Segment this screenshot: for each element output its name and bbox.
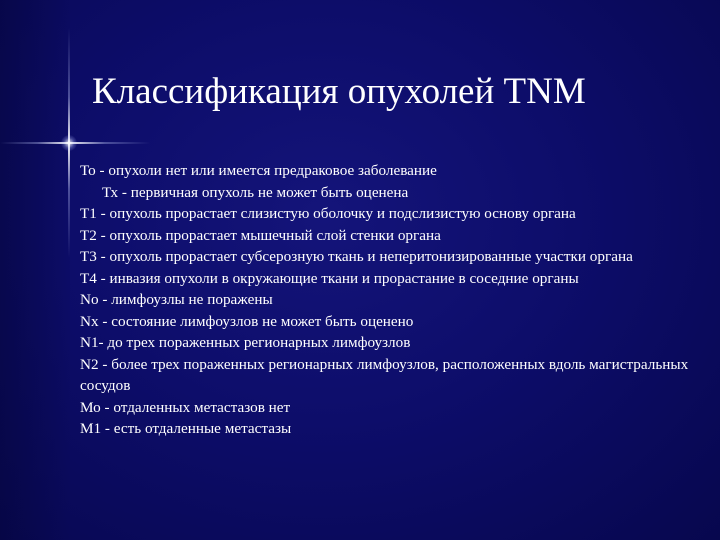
list-item-n0: Nо - лимфоузлы не поражены — [80, 291, 273, 308]
list-item-t2: Т2 - опухоль прорастает мышечный слой стенки органа — [80, 226, 441, 244]
sparkle-star-icon — [61, 135, 77, 151]
list-item-nx: Nх - состояние лимфоузлов не может быть оценено — [80, 312, 414, 330]
list-item-t1: Т1 - опухоль прорастает слизистую оболочку и подслизистую основу органа — [80, 205, 576, 222]
tnm-classification-list — [80, 160, 705, 440]
list-item-t3: Т3 - опухоль прорастает субсерозную ткань и неперитонизированные участки органа — [80, 248, 633, 265]
list-item-t0: То - опухоли нет или имеется предраковое заболевание — [80, 162, 437, 179]
list-item-n2: N2 - более трех пораженных регионарных лимфоузлов, расположенных вдоль магистральных сосудов — [80, 355, 689, 394]
list-item-m0: Мо - отдаленных метастазов нет — [80, 398, 291, 416]
list-item-t4: Т4 - инвазия опухоли в окружающие ткани и прорастание в соседние органы — [80, 269, 579, 287]
slide-title: Классификация опухолей TNM — [92, 71, 586, 112]
list-item-m1: М1 - есть отдаленные метастазы — [80, 420, 292, 437]
list-item-n1: N1- до трех пораженных регионарных лимфоузлов — [80, 334, 411, 351]
left-band-decoration — [0, 0, 70, 540]
list-item-tx: Тх - первичная опухоль не может быть оценена — [102, 183, 409, 201]
